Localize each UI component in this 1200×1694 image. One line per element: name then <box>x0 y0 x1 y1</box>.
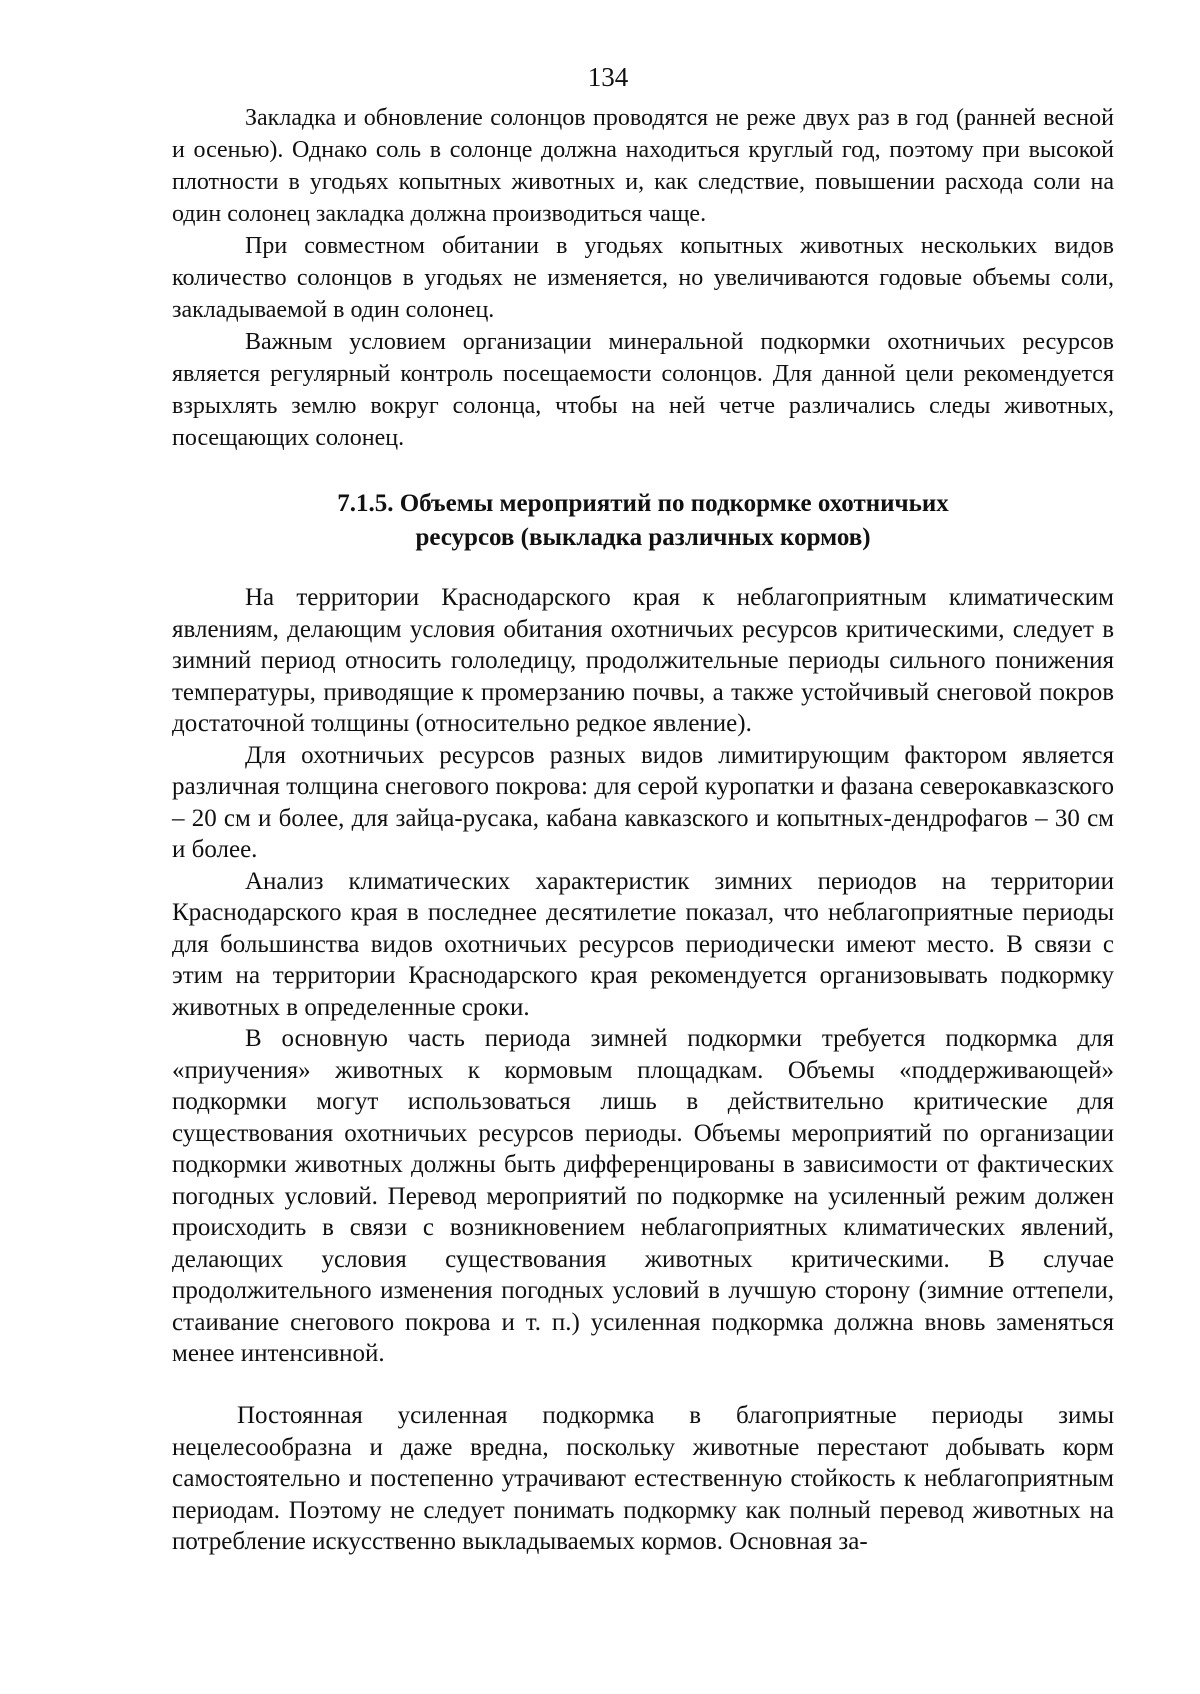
section-heading-line-1: 7.1.5. Объемы мероприятий по подкормке охотничьих <box>337 490 949 517</box>
paragraph: В основную часть периода зимней подкормки требуется подкормка для «приучения» животных к кормовым площадкам. Объемы «поддерживающей» подкормки могут использоваться лишь в действительно критические для существования охотничьих ресурсов периоды. Объемы мероприятий по организации подкормки животных должны быть дифференцированы в зависимости от фактических погодных условий. Перевод мероприятий по подкормке на усиленный режим должен происходить в связи с возникновением неблагоприятных климатических явлений, делающих условия существования животных критическими. В случае продолжительного изменения погодных условий в лучшую сторону (зимние оттепели, стаивание снегового покрова и т. п.) усиленная подкормка должна вновь заменяться менее интенсивной. <box>172 1025 1114 1367</box>
tail-text-block <box>172 1400 1114 1558</box>
page-number: 134 <box>587 62 629 92</box>
top-text-block <box>172 102 1114 454</box>
paragraph: Важным условием организации минеральной подкормки охотничьих ресурсов является регулярный контроль посещаемости солонцов. Для данной цели рекомендуется взрыхлять землю вокруг солонца, чтобы на ней четче различались следы животных, посещающих солонец. <box>172 329 1114 451</box>
paragraph: Постоянная усиленная подкормка в благоприятные периоды зимы нецелесообразна и даже вредна, поскольку животные перестают добывать корм самостоятельно и постепенно утрачивают естественную стойкость к неблагоприятным периодам. Поэтому не следует понимать подкормку как полный перевод животных на потребление искусственно выкладываемых кормов. Основная за- <box>172 1402 1114 1555</box>
paragraph: При совместном обитании в угодьях копытных животных нескольких видов количество солонцов в угодьях не изменяется, но увеличиваются годовые объемы соли, закладываемой в один солонец. <box>172 233 1114 323</box>
paragraph: Закладка и обновление солонцов проводятся не реже двух раз в год (ранней весной и осенью). Однако соль в солонце должна находиться круглый год, поэтому при высокой плотности в угодьях копытных животных и, как следствие, повышении расхода соли на один солонец закладка должна производиться чаще. <box>172 105 1114 227</box>
section-heading-line-2: ресурсов (выкладка различных кормов) <box>415 524 871 551</box>
section-heading <box>172 487 1114 555</box>
paragraph: На территории Краснодарского края к неблагоприятным климатическим явлениям, делающим условия обитания охотничьих ресурсов критическими, следует в зимний период относить гололедицу, продолжительные периоды сильного понижения температуры, приводящие к промерзанию почвы, а также устойчивый снеговой покров достаточной толщины (относительно редкое явление). <box>172 584 1114 737</box>
paragraph: Анализ климатических характеристик зимних периодов на территории Краснодарского края в последнее десятилетие показал, что неблагоприятные периоды для большинства видов охотничьих ресурсов периодически имеют место. В связи с этим на территории Краснодарского края рекомендуется организовывать подкормку животных в определенные сроки. <box>172 867 1114 1021</box>
main-text-block <box>172 582 1114 1370</box>
paragraph: Для охотничьих ресурсов разных видов лимитирующим фактором является различная толщина снегового покрова: для серой куропатки и фазана северокавказского – 20 см и более, для зайца-русака, кабана кавказского и копытных-дендрофагов – 30 см и более. <box>172 741 1114 863</box>
